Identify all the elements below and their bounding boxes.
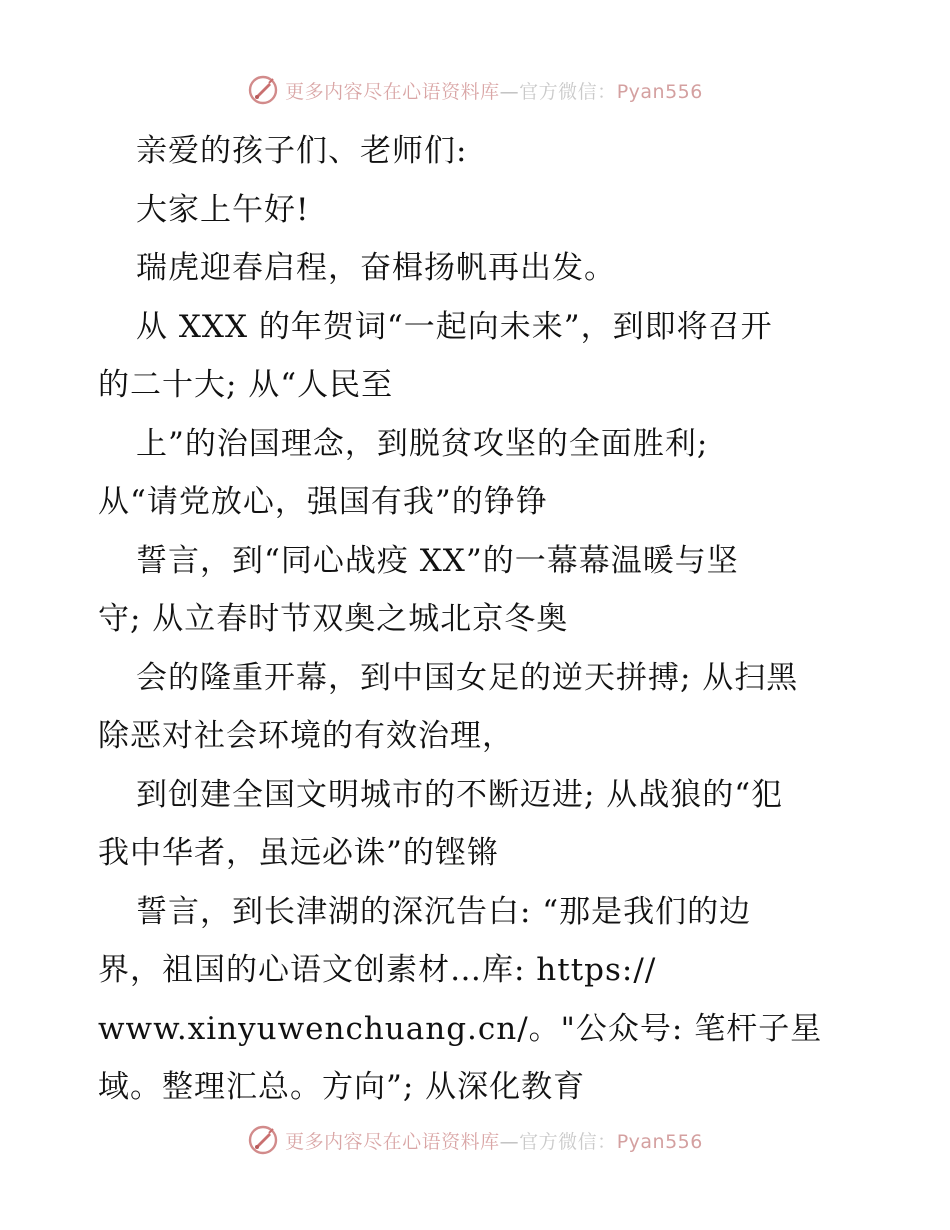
footer-watermark-banner bbox=[0, 1120, 950, 1160]
body-line: 我中华者，虽远必诛”的铿锵 bbox=[98, 835, 499, 871]
banner-dash: — bbox=[499, 80, 520, 103]
body-line: 到创建全国文明城市的不断迈进; 从战狼的“犯 bbox=[136, 776, 784, 813]
body-line: www.xinyuwenchuang.cn/。"公众号: 笔杆子星 bbox=[98, 1010, 823, 1047]
body-line: 域。整理汇总。方向”; 从深化教育 bbox=[98, 1069, 586, 1105]
banner-wechat-label: 官方微信： bbox=[519, 80, 617, 103]
body-line: 界，祖国的心语文创素材…库: https:// bbox=[98, 952, 657, 988]
header-watermark-banner bbox=[0, 70, 950, 110]
quill-circle-logo-icon bbox=[247, 1124, 279, 1156]
banner-dash: — bbox=[499, 1130, 520, 1153]
banner-handle: Pyan556 bbox=[616, 1130, 703, 1153]
body-line: 上”的治国理念，到脱贫攻坚的全面胜利; bbox=[136, 425, 709, 462]
body-line: 大家上午好! bbox=[136, 191, 310, 228]
body-line: 的二十大; 从“人民至 bbox=[98, 367, 394, 403]
body-line: 守; 从立春时节双奥之城北京冬奥 bbox=[98, 601, 569, 637]
banner-site-text: 更多内容尽在心语资料库 bbox=[285, 1130, 500, 1153]
body-line: 从 XXX 的年贺词“一起向未来”，到即将召开 bbox=[136, 308, 773, 345]
banner-wechat-label: 官方微信： bbox=[519, 1130, 617, 1153]
body-line: 除恶对社会环境的有效治理， bbox=[98, 718, 514, 754]
body-line: 誓言，到“同心战疫 XX”的一幕幕温暖与坚 bbox=[136, 542, 739, 579]
banner-site-text: 更多内容尽在心语资料库 bbox=[285, 80, 500, 103]
body-line: 从“请党放心，强国有我”的铮铮 bbox=[98, 484, 548, 520]
quill-circle-logo-icon bbox=[247, 74, 279, 106]
banner-handle: Pyan556 bbox=[616, 80, 703, 103]
body-line: 亲爱的孩子们、老师们: bbox=[136, 133, 468, 169]
body-line: 瑞虎迎春启程，奋楫扬帆再出发。 bbox=[136, 250, 616, 286]
document-body bbox=[98, 122, 898, 1117]
body-line: 会的隆重开幕，到中国女足的逆天拼搏; 从扫黑 bbox=[136, 659, 799, 696]
banner-text bbox=[285, 77, 703, 104]
banner-text bbox=[285, 1127, 703, 1154]
body-line: 誓言，到长津湖的深沉告白: “那是我们的边 bbox=[136, 893, 752, 930]
